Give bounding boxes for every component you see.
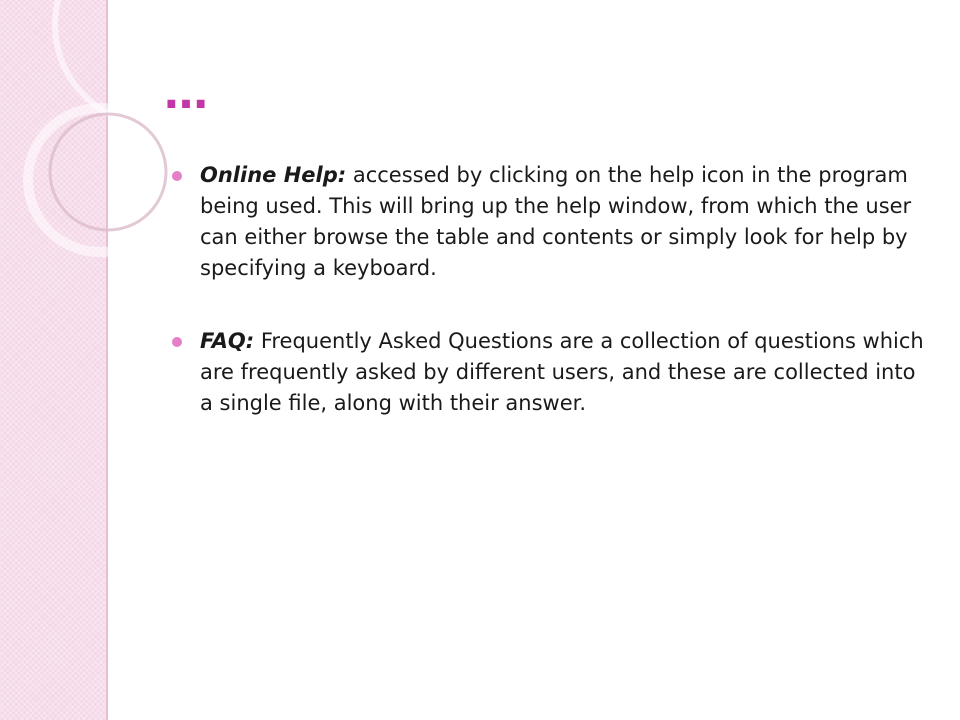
bullet-dot-icon xyxy=(172,337,182,347)
bullet-dot-icon xyxy=(172,171,182,181)
bullet-list xyxy=(164,160,934,461)
bullet-term: Online Help: xyxy=(200,163,347,187)
bullet-term: FAQ: xyxy=(200,329,255,353)
slide-title: … xyxy=(164,68,212,119)
decorative-ring-inner xyxy=(50,114,166,230)
bullet-faq xyxy=(164,326,934,419)
bullet-text: accessed by clicking on the help icon in the program being used. This will bring up the help window, from which the user can either browse the table and contents or simply look for help by specifying a keyboard. xyxy=(200,163,912,280)
bullet-text: Frequently Asked Questions are a collection of questions which are frequently asked by different users, and these are collected into a single file, along with their answer. xyxy=(200,329,924,415)
bullet-online-help xyxy=(164,160,934,284)
